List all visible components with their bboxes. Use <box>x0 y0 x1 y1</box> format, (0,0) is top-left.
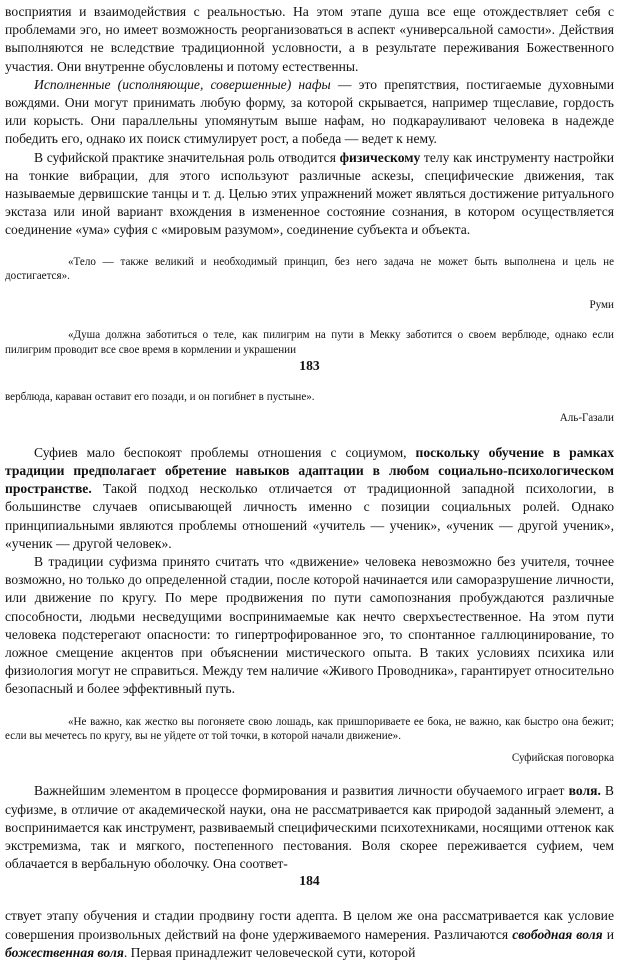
paragraph-6: Важнейшим элементом в процессе формирования и развития личности обучаемого играет воля. В суфизме, в отличие от академической науки, она не рассматривается как природой заданный элемент, а воспринимается как инструмент, развиваемый специфическими психотехниками, носящими оттенок как экстремизма, так и мягкого, постепенного пестования. Воля скорее переживается суфием, чем облачается в вербальную оболочку. Она соответ- <box>5 783 614 872</box>
spacer <box>5 284 614 298</box>
page-number: 184 <box>299 873 320 889</box>
term-italic: Исполненные (исполняющие, совершенные) нафы <box>34 76 331 92</box>
quote-author: Аль-Газали <box>559 412 614 425</box>
emphasis-bold: поскольку обучение в рамках традиции предполагает обретение навыков адаптации в любом социально-психологическом пространстве. <box>5 444 614 497</box>
spacer <box>5 312 614 328</box>
quote-rumi: «Тело — также великий и необходимый принцип, без него задача не может быть выполнена и цель не достигается». <box>5 255 614 283</box>
term-bold-italic: божественная воля <box>5 944 124 960</box>
paragraph-5: В традиции суфизма принято считать что «движение» человека невозможно без учителя, точнее возможно, но только до определенной стадии, после которой начинается или саморазрушение личности, или движение по кругу. По мере продвижения по пути самопознания пробуждаются различные способности, людьми несведущими воспринимаемые как нечто сверхъестественное. На этом пути человека подстерегают опасности: то гипертрофированное эго, то спонтанное галлюцинирование, то ложное смещение акцентов при объяснении мистического опыта. В таких условиях психика или физиология могут не справиться. Между тем наличие «Живого Проводника», гарантирует относительно безопасный и более эффективный путь. <box>5 554 614 697</box>
paragraph-3: В суфийской практике значительная роль отводится физическому телу как инструменту настройки на тонкие вибрации, для этого используют различные аскезы, специфические движения, так называемые дервишские танцы и т. д. Целью этих упражнений может являться достижение ритуального экстаза или иной вариант вхождения в измененное состояние сознания, в котором осуществляется соединение «ума» суфия с «мировым разумом», соединение субъекта и объекта. <box>5 149 614 238</box>
document-page <box>5 3 614 962</box>
quote-ghazali-part-2: верблюда, караван оставит его позади, и он погибнет в пустыне». <box>5 390 315 403</box>
quote-author: Руми <box>589 298 614 311</box>
quote-author: Суфийская поговорка <box>511 751 614 764</box>
spacer <box>5 699 614 715</box>
paragraph-4: Суфиев мало беспокоят проблемы отношения с социумом, поскольку обучение в рамках традиции предполагает обретение навыков адаптации в любом социально-психологическом пространстве. Такой подход несколько отличается от традиционной западной психологии, в большинстве случаев описывающей личность именно с позиции социальных ролей. Однако принципиальными являются проблемы отношений «учитель — ученик», «ученик — другой ученик», «ученик — другой человек». <box>5 444 614 551</box>
spacer <box>5 889 614 907</box>
spacer <box>5 426 614 444</box>
spacer <box>5 765 614 782</box>
paragraph-1: восприятия и взаимодействия с реальностью. На этом этапе душа все еще отождествляет себя с проблемами эго, но имеет возможность реорганизоваться в аспект «универсальной самости». Действия выполняются не вследствие традиционной условности, а в результате переживания Божественного участия. Они внутренне обусловлены и потому естественны. <box>5 4 614 74</box>
term-bold: физическому <box>339 149 421 165</box>
spacer <box>5 240 614 255</box>
quote-ghazali-part-1: «Душа должна заботиться о теле, как пилигрим на пути в Мекку заботится о своем верблюде, однако если пилигрим проводит все свое время в кормлении и украшении <box>5 329 614 357</box>
term-bold: воля. <box>568 783 601 799</box>
spacer <box>5 374 614 390</box>
paragraph-7: ствует этапу обучения и стадии продвину гости адепта. В целом же она рассматривается как условие совершения произвольных действий на фоне удерживаемого намерения. Различаются свободная воля и божественная воля. Первая принадлежит человеческой сути, которой <box>5 908 614 960</box>
spacer <box>5 404 614 411</box>
spacer <box>5 744 614 751</box>
quote-sufi-proverb: «Не важно, как жестко вы погоняете свою лошадь, как пришпориваете ее бока, не важно, как быстро она бежит; если вы мечетесь по кругу, вы не уйдете от той точки, в которой начали движение». <box>5 715 614 743</box>
term-bold-italic: свободная воля <box>512 926 603 942</box>
paragraph-2: Исполненные (исполняющие, совершенные) нафы — это препятствия, постигаемые духовными вождями. Они могут принимать любую форму, за которой скрывается, например тщеславие, гордость или корысть. Они параллельны упомянутым выше нафам, но подкарауливают человека в надежде победить его, однако их поиск стимулирует рост, а победа — ведет к нему. <box>5 76 614 147</box>
page-number: 183 <box>299 357 320 373</box>
